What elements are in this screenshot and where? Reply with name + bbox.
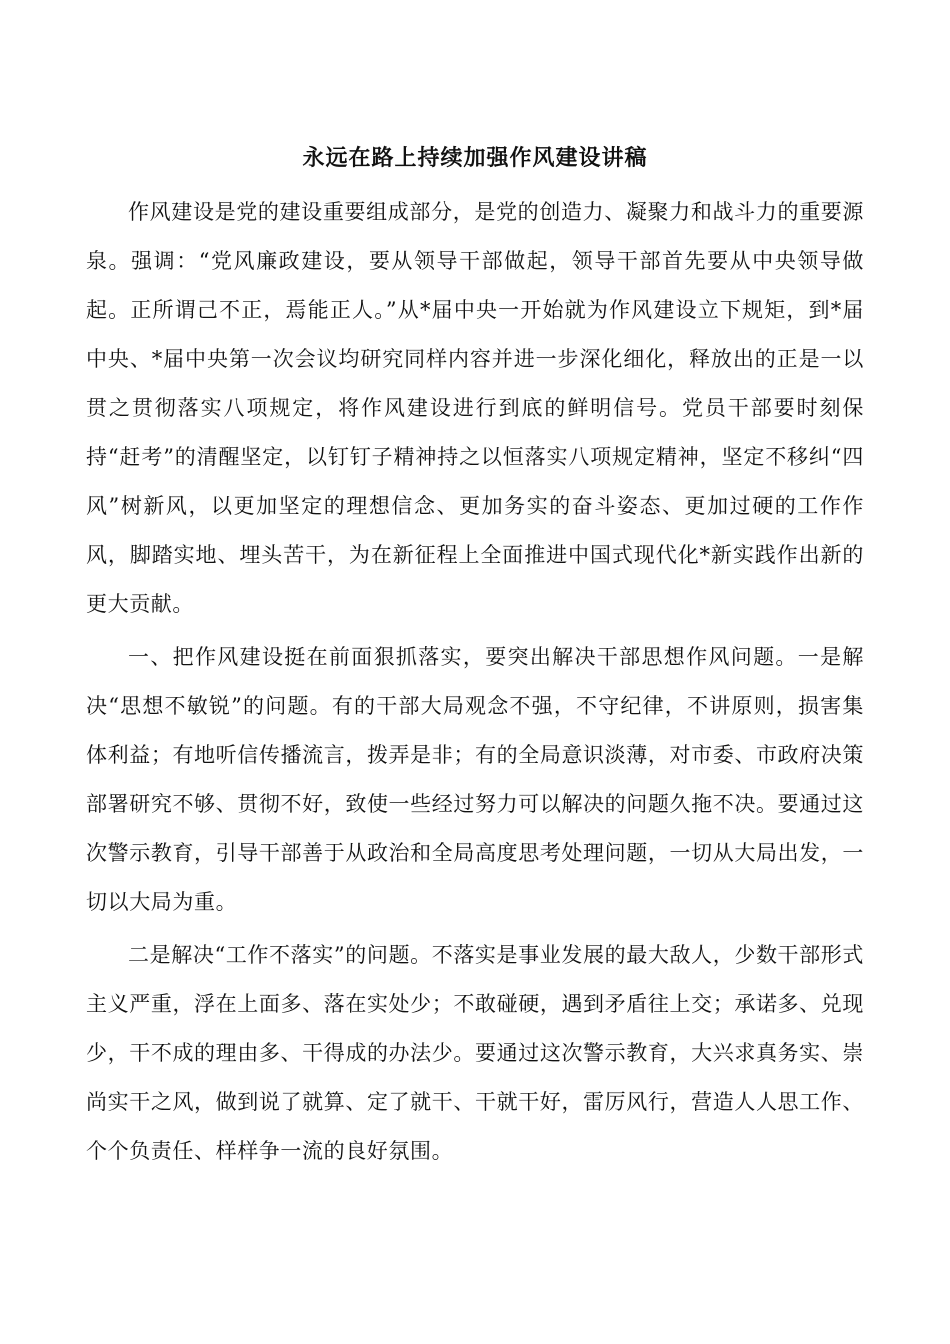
- paragraph-section-two: 二是解决“工作不落实”的问题。不落实是事业发展的最大敌人，少数干部形式主义严重，浮在上面多、落在实处少；不敢碰硬，遇到矛盾往上交；承诺多、兑现少，干不成的理由多、干得成的办法少。要通过这次警示教育，大兴求真务实、崇尚实干之风，做到说了就算、定了就干、干就干好，雷厉风行，营造人人思工作、个个负责任、样样争一流的良好氛围。: [86, 943, 864, 1163]
- document-title: 永远在路上持续加强作风建设讲稿: [302, 145, 648, 171]
- paragraph-section-one: 一、把作风建设挺在前面狠抓落实，要突出解决干部思想作风问题。一是解决“思想不敏锐”的问题。有的干部大局观念不强，不守纪律，不讲原则，损害集体利益；有地听信传播流言，拨弄是非；有的全局意识淡薄，对市委、市政府决策部署研究不够、贯彻不好，致使一些经过努力可以解决的问题久拖不决。要通过这次警示教育，引导干部善于从政治和全局高度思考处理问题，一切从大局出发，一切以大局为重。: [86, 645, 864, 914]
- paragraph-intro: 作风建设是党的建设重要组成部分，是党的创造力、凝聚力和战斗力的重要源泉。强调：“党风廉政建设，要从领导干部做起，领导干部首先要从中央领导做起。正所谓己不正，焉能正人。”从*届中央一开始就为作风建设立下规矩，到*届中央、*届中央第一次会议均研究同样内容并进一步深化细化，释放出的正是一以贯之贯彻落实八项规定，将作风建设进行到底的鲜明信号。党员干部要时刻保持“赶考”的清醒坚定，以钉钉子精神持之以恒落实八项规定精神，坚定不移纠“四风”树新风，以更加坚定的理想信念、更加务实的奋斗姿态、更加过硬的工作作风，脚踏实地、埋头苦干，为在新征程上全面推进中国式现代化*新实践作出新的更大贡献。: [86, 200, 864, 616]
- document-page: [86, 138, 864, 1180]
